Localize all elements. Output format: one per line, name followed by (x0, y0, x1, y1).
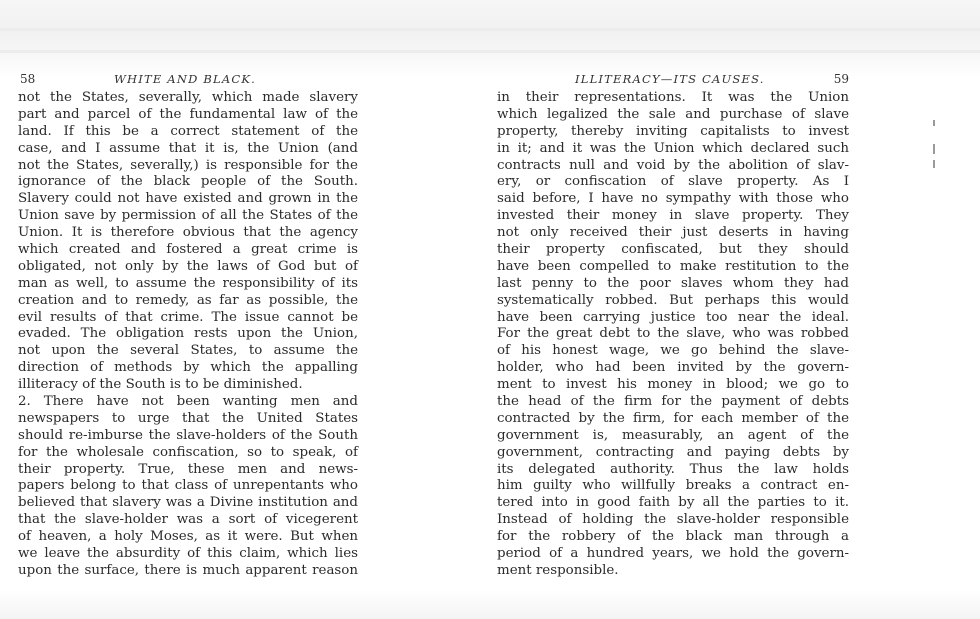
text-line: in it; and it was the Union which declared such (497, 140, 849, 156)
left-page-body (18, 90, 358, 580)
text-line: tered into in good faith by all the parties to it. (497, 495, 849, 511)
margin-scan-marks (933, 120, 945, 200)
text-line: systematically robbed. But perhaps this would (497, 292, 849, 308)
right-page-body (497, 90, 849, 580)
left-running-head (18, 72, 358, 90)
text-line: holder, who had been invited by the govern- (497, 360, 849, 376)
scan-streak (0, 28, 980, 31)
text-line: upon the surface, there is much apparent reason (18, 562, 358, 578)
text-line: their property. True, these men and news- (18, 461, 358, 477)
scan-streak (0, 50, 980, 53)
text-line: direction of methods by which the appalling (18, 360, 358, 376)
text-line: For the great debt to the slave, who was robbed (497, 326, 849, 342)
scan-shadow-bottom (0, 590, 980, 619)
text-line: him guilty who willfully breaks a contract en- (497, 478, 849, 494)
text-line: obligated, not only by the laws of God but of (18, 258, 358, 274)
text-line: 2. There have not been wanting men and (18, 394, 358, 410)
left-page (18, 72, 358, 580)
text-line: evil results of that crime. The issue cannot be (18, 309, 358, 325)
text-line: of his honest wage, we go behind the slave- (497, 343, 849, 359)
text-line: believed that slavery was a Divine institution and (18, 495, 358, 511)
text-line: ery, or confiscation of slave property. As I (497, 174, 849, 190)
text-line: invested their money in slave property. They (497, 208, 849, 224)
text-line: that the slave-holder was a sort of vicegerent (18, 512, 358, 528)
text-line: said before, I have no sympathy with those who (497, 191, 849, 207)
text-line: Instead of holding the slave-holder responsible (497, 512, 849, 528)
text-line: contracted by the firm, for each member of the (497, 410, 849, 426)
text-line: for the robbery of the black man through a (497, 529, 849, 545)
text-line: evaded. The obligation rests upon the Union, (18, 326, 358, 342)
text-line: period of a hundred years, we hold the govern- (497, 546, 849, 562)
text-line: we leave the absurdity of this claim, which lies (18, 546, 358, 562)
text-line: case, and I assume that it is, the Union (and (18, 140, 358, 156)
page-number: 59 (833, 72, 849, 86)
text-line: the head of the firm for the payment of debts (497, 394, 849, 410)
text-line: in their representations. It was the Union (497, 90, 849, 105)
text-line: ment to invest his money in blood; we go to (497, 377, 849, 393)
running-title: ILLITERACY—ITS CAUSES. (575, 72, 765, 86)
text-line: ment responsible. (497, 562, 619, 578)
text-line: not upon the several States, to assume the (18, 343, 358, 359)
text-line: which legalized the sale and purchase of slave (497, 106, 849, 122)
text-line: not the States, severally, which made slavery (18, 90, 358, 105)
text-line: contracts null and void by the abolition of slav- (497, 157, 849, 173)
text-line: man as well, to assume the responsibility of its (18, 275, 358, 291)
text-line: papers belong to that class of unrepentants who (18, 478, 358, 494)
right-running-head (497, 72, 849, 90)
right-page (497, 72, 849, 580)
text-line: Slavery could not have existed and grown in the (18, 191, 358, 207)
text-line: its delegated authority. Thus the law holds (497, 461, 849, 477)
text-line: for the wholesale confiscation, so to speak, of (18, 444, 358, 460)
text-line: Union save by permission of all the States of the (18, 208, 358, 224)
text-line: which created and fostered a great crime is (18, 242, 358, 258)
text-line: government is, measurably, an agent of the (497, 427, 849, 443)
text-line: newspapers to urge that the United States (18, 410, 358, 426)
text-line: not the States, severally,) is responsible for the (18, 157, 358, 173)
text-line: land. If this be a correct statement of the (18, 123, 358, 139)
text-line: have been carrying justice too near the ideal. (497, 309, 849, 325)
text-line: ignorance of the black people of the South. (18, 174, 358, 190)
text-line: government, contracting and paying debts by (497, 444, 849, 460)
text-line: creation and to remedy, as far as possible, the (18, 292, 358, 308)
text-line: last penny to the poor slaves whom they had (497, 275, 849, 291)
running-title: WHITE AND BLACK. (114, 72, 256, 86)
text-line: illiteracy of the South is to be diminished. (18, 377, 303, 393)
scan-shadow-top (0, 0, 980, 78)
page-number: 58 (20, 72, 36, 86)
text-line: part and parcel of the fundamental law of the (18, 106, 358, 122)
text-line: not only received their just deserts in having (497, 225, 849, 241)
text-line: property, thereby inviting capitalists to invest (497, 123, 849, 139)
text-line: have been compelled to make restitution to the (497, 258, 849, 274)
text-line: their property confiscated, but they should (497, 242, 849, 258)
text-line: Union. It is therefore obvious that the agency (18, 225, 358, 241)
text-line: should re-imburse the slave-holders of the South (18, 427, 358, 443)
text-line: of heaven, a holy Moses, as it were. But when (18, 529, 358, 545)
